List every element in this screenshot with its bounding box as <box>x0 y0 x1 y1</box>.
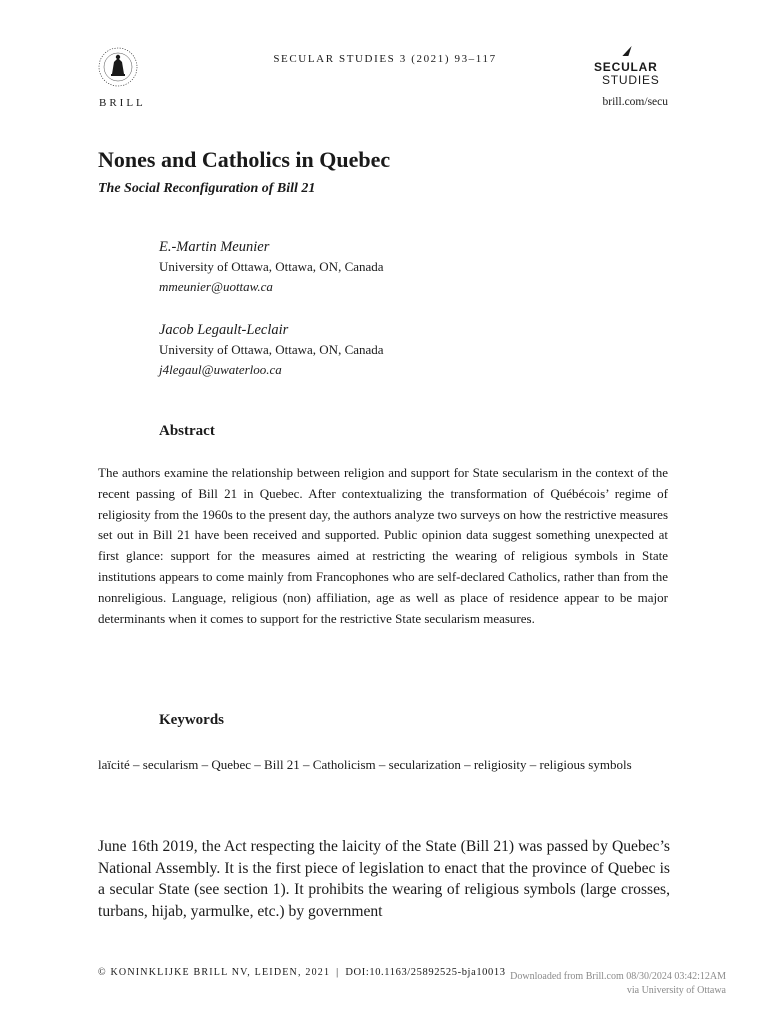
author-name: E.-Martin Meunier <box>159 239 270 255</box>
author-affiliation: University of Ottawa, Ottawa, ON, Canada <box>159 259 384 274</box>
abstract-heading: Abstract <box>159 423 215 439</box>
publisher-name: BRILL <box>99 97 146 109</box>
copyright-text: © KONINKLIJKE BRILL NV, LEIDEN, 2021 <box>98 967 331 978</box>
author-name: Jacob Legault-Leclair <box>159 322 289 338</box>
article-title: Nones and Catholics in Quebec <box>98 147 391 172</box>
download-institution: via University of Ottawa <box>626 985 726 996</box>
logo-triangle-icon <box>622 46 631 56</box>
doi-link[interactable]: DOI:10.1163/25892525-bja10013 <box>345 967 506 978</box>
logo-line-2: STUDIES <box>602 73 660 87</box>
journal-citation: SECULAR STUDIES 3 (2021) 93–117 <box>273 53 497 65</box>
author-affiliation: University of Ottawa, Ottawa, ON, Canada <box>159 342 384 357</box>
author-block <box>159 237 384 297</box>
keywords-heading: Keywords <box>159 712 224 728</box>
keywords-text: laïcité – secularism – Quebec – Bill 21 – Catholicism – secularization – religiosity – religious symbols <box>98 757 632 772</box>
journal-logo <box>594 46 674 87</box>
abstract-text: The authors examine the relationship between religion and support for State secularism in the context of the recent passing of Bill 21 in Quebec. After contextualizing the transformation of Québécois’ regime of religiosity from the 1960s to the present day, the authors analyze two surveys on how the restrictive measures set out in Bill 21 have been received and supported. Public opinion data suggest something unexpected at first glance: support for the measures aimed at restricting the wearing of religious symbols in State institutions appears to come mainly from Francophones who are self-declared Catholics, rather than from the nonreligious. Language, religious (non) affiliation, age as well as place of residence appear to be major determinants when it comes to support for the restrictive State secularism measures. <box>98 465 668 626</box>
author-email-link[interactable]: mmeunier@uottaw.ca <box>159 279 273 294</box>
footer-copyright-line <box>98 967 506 978</box>
download-watermark <box>470 970 726 998</box>
body-paragraph: June 16th 2019, the Act respecting the laicity of the State (Bill 21) was passed by Quebec’s National Assembly. It is the first piece of legislation to enact that the province of Quebec is a secular State (see section 1). It prohibits the wearing of religious symbols (large crosses, turbans, hijab, yarmulke, etc.) by government <box>98 838 670 920</box>
logo-line-1: SECULAR <box>594 60 658 74</box>
footer-separator: | <box>336 967 340 978</box>
author-email-link[interactable]: j4legaul@uwaterloo.ca <box>159 362 282 377</box>
article-subtitle: The Social Reconfiguration of Bill 21 <box>98 181 316 196</box>
journal-url-link[interactable]: brill.com/secu <box>602 96 668 108</box>
author-block <box>159 320 384 380</box>
download-date: Downloaded from Brill.com 08/30/2024 03:42:12AM <box>510 971 726 982</box>
brill-seal-icon <box>97 46 139 88</box>
